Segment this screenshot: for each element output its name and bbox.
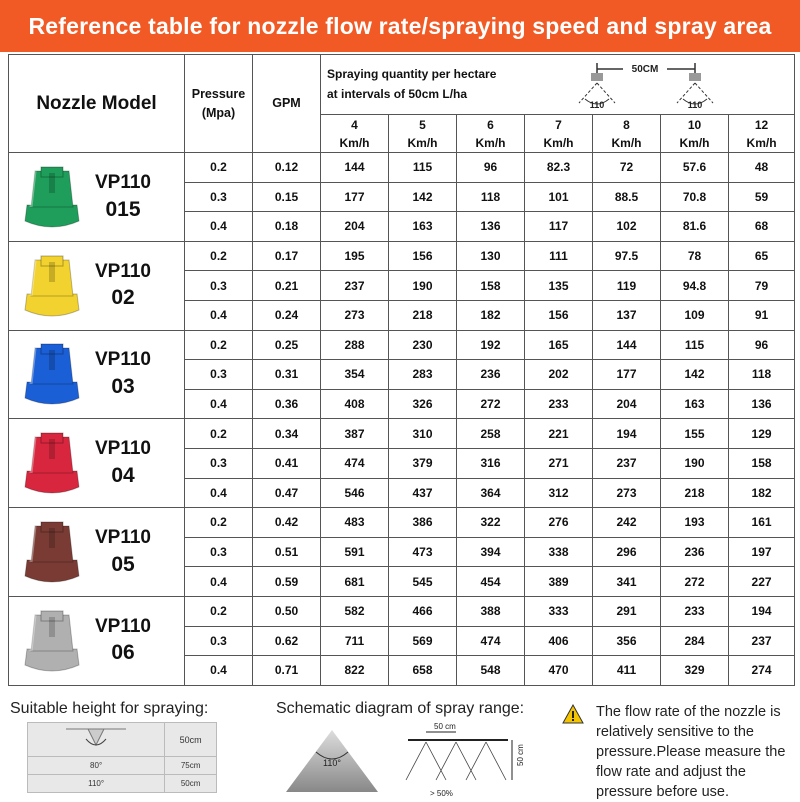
flow-cell: 163 bbox=[389, 212, 457, 242]
nozzle-size-label: 05 bbox=[111, 552, 135, 576]
flow-rate-table bbox=[8, 54, 795, 686]
gpm-cell: 0.50 bbox=[253, 596, 321, 626]
flow-cell: 329 bbox=[661, 656, 729, 686]
nozzle-cell-05 bbox=[9, 508, 185, 597]
flow-cell: 389 bbox=[525, 567, 593, 597]
flow-cell: 394 bbox=[457, 537, 525, 567]
svg-text:> 50%: > 50% bbox=[430, 789, 453, 798]
svg-text:110: 110 bbox=[589, 100, 605, 110]
height-label: Suitable height for spraying: bbox=[10, 700, 209, 717]
nozzle-size-label: 06 bbox=[111, 641, 135, 665]
flow-cell: 65 bbox=[729, 241, 795, 271]
flow-cell: 237 bbox=[321, 271, 389, 301]
flow-cell: 470 bbox=[525, 656, 593, 686]
table-row bbox=[9, 153, 795, 183]
flow-cell: 233 bbox=[525, 389, 593, 419]
flow-cell: 218 bbox=[389, 300, 457, 330]
flow-cell: 72 bbox=[593, 153, 661, 183]
flow-cell: 70.8 bbox=[661, 182, 729, 212]
flow-cell: 197 bbox=[729, 537, 795, 567]
flow-cell: 68 bbox=[729, 212, 795, 242]
flow-cell: 142 bbox=[661, 360, 729, 390]
flow-cell: 310 bbox=[389, 419, 457, 449]
page-title: Reference table for nozzle flow rate/spraying speed and spray area bbox=[0, 0, 800, 52]
pressure-cell: 0.4 bbox=[185, 212, 253, 242]
flow-cell: 288 bbox=[321, 330, 389, 360]
flow-cell: 822 bbox=[321, 656, 389, 686]
gpm-cell: 0.15 bbox=[253, 182, 321, 212]
flow-cell: 473 bbox=[389, 537, 457, 567]
flow-cell: 94.8 bbox=[661, 271, 729, 301]
gpm-cell: 0.71 bbox=[253, 656, 321, 686]
height-table bbox=[27, 722, 217, 793]
header-speed-8: 8 Km/h bbox=[593, 115, 661, 153]
spray-range-diagram bbox=[400, 720, 530, 800]
flow-cell: 101 bbox=[525, 182, 593, 212]
nozzle-model-label: VP110 bbox=[95, 527, 151, 549]
pressure-cell: 0.4 bbox=[185, 389, 253, 419]
flow-cell: 111 bbox=[525, 241, 593, 271]
height-header-cell: 50cm bbox=[165, 723, 217, 757]
flow-cell: 406 bbox=[525, 626, 593, 656]
pressure-cell: 0.2 bbox=[185, 596, 253, 626]
nozzle-model-label: VP110 bbox=[95, 615, 151, 637]
flow-cell: 548 bbox=[457, 656, 525, 686]
header-gpm: GPM bbox=[253, 55, 321, 153]
pressure-cell: 0.4 bbox=[185, 656, 253, 686]
nozzle-size-label: 03 bbox=[111, 375, 135, 399]
flow-cell: 379 bbox=[389, 448, 457, 478]
warning-icon bbox=[562, 704, 584, 724]
flow-cell: 386 bbox=[389, 508, 457, 538]
gpm-cell: 0.62 bbox=[253, 626, 321, 656]
header-nozzle-model: Nozzle Model bbox=[9, 55, 185, 153]
pressure-cell: 0.4 bbox=[185, 478, 253, 508]
flow-cell: 202 bbox=[525, 360, 593, 390]
flow-cell: 338 bbox=[525, 537, 593, 567]
flow-cell: 546 bbox=[321, 478, 389, 508]
flow-cell: 182 bbox=[729, 478, 795, 508]
nozzle-icon bbox=[21, 516, 83, 588]
flow-cell: 272 bbox=[457, 389, 525, 419]
nozzle-icon bbox=[21, 338, 83, 410]
flow-cell: 129 bbox=[729, 419, 795, 449]
svg-text:50 cm: 50 cm bbox=[516, 744, 525, 766]
pressure-cell: 0.2 bbox=[185, 419, 253, 449]
flow-cell: 273 bbox=[321, 300, 389, 330]
flow-cell: 88.5 bbox=[593, 182, 661, 212]
flow-cell: 242 bbox=[593, 508, 661, 538]
nozzle-size-label: 04 bbox=[111, 463, 135, 487]
flow-cell: 230 bbox=[389, 330, 457, 360]
nozzle-model-label: VP110 bbox=[95, 260, 151, 282]
flow-cell: 204 bbox=[321, 212, 389, 242]
table-row bbox=[9, 508, 795, 538]
table-row bbox=[9, 596, 795, 626]
pressure-cell: 0.2 bbox=[185, 330, 253, 360]
nozzle-cell-04 bbox=[9, 419, 185, 508]
flow-cell: 195 bbox=[321, 241, 389, 271]
flow-cell: 163 bbox=[661, 389, 729, 419]
height-value-75: 75cm bbox=[165, 757, 217, 775]
svg-text:110: 110 bbox=[687, 100, 703, 110]
flow-cell: 165 bbox=[525, 330, 593, 360]
pressure-cell: 0.3 bbox=[185, 182, 253, 212]
flow-cell: 79 bbox=[729, 271, 795, 301]
pressure-cell: 0.3 bbox=[185, 271, 253, 301]
warning-text: The flow rate of the nozzle is relatively sensitive to the pressure.Please measure the flow rate and adjust the pressure before use. bbox=[596, 704, 786, 800]
flow-cell: 158 bbox=[457, 271, 525, 301]
flow-cell: 182 bbox=[457, 300, 525, 330]
flow-cell: 283 bbox=[389, 360, 457, 390]
header-pressure: Pressure (Mpa) bbox=[185, 55, 253, 153]
gpm-cell: 0.24 bbox=[253, 300, 321, 330]
flow-cell: 48 bbox=[729, 153, 795, 183]
flow-cell: 569 bbox=[389, 626, 457, 656]
flow-cell: 411 bbox=[593, 656, 661, 686]
gpm-cell: 0.21 bbox=[253, 271, 321, 301]
flow-cell: 161 bbox=[729, 508, 795, 538]
flow-cell: 137 bbox=[593, 300, 661, 330]
table-row bbox=[9, 419, 795, 449]
gpm-cell: 0.36 bbox=[253, 389, 321, 419]
svg-text:110°: 110° bbox=[323, 758, 341, 768]
flow-cell: 156 bbox=[525, 300, 593, 330]
flow-cell: 177 bbox=[321, 182, 389, 212]
flow-cell: 258 bbox=[457, 419, 525, 449]
height-angle-110: 110° bbox=[28, 775, 165, 793]
flow-cell: 115 bbox=[389, 153, 457, 183]
flow-cell: 322 bbox=[457, 508, 525, 538]
header-speed-12: 12 Km/h bbox=[729, 115, 795, 153]
nozzle-icon bbox=[21, 250, 83, 322]
flow-cell: 78 bbox=[661, 241, 729, 271]
flow-cell: 233 bbox=[661, 596, 729, 626]
gpm-cell: 0.18 bbox=[253, 212, 321, 242]
pressure-cell: 0.3 bbox=[185, 537, 253, 567]
header-speed-6: 6 Km/h bbox=[457, 115, 525, 153]
nozzle-cell-06 bbox=[9, 596, 185, 685]
flow-cell: 190 bbox=[661, 448, 729, 478]
flow-cell: 276 bbox=[525, 508, 593, 538]
gpm-cell: 0.34 bbox=[253, 419, 321, 449]
flow-cell: 155 bbox=[661, 419, 729, 449]
flow-cell: 591 bbox=[321, 537, 389, 567]
flow-cell: 341 bbox=[593, 567, 661, 597]
nozzle-model-label: VP110 bbox=[95, 171, 151, 193]
svg-text:50 cm: 50 cm bbox=[434, 722, 456, 731]
flow-cell: 364 bbox=[457, 478, 525, 508]
flow-cell: 144 bbox=[593, 330, 661, 360]
flow-cell: 144 bbox=[321, 153, 389, 183]
flow-cell: 354 bbox=[321, 360, 389, 390]
table-row bbox=[9, 241, 795, 271]
nozzle-model-label: VP110 bbox=[95, 438, 151, 460]
flow-cell: 115 bbox=[661, 330, 729, 360]
flow-cell: 102 bbox=[593, 212, 661, 242]
svg-text:50CM: 50CM bbox=[631, 64, 659, 75]
pressure-cell: 0.2 bbox=[185, 153, 253, 183]
flow-cell: 274 bbox=[729, 656, 795, 686]
flow-cell: 296 bbox=[593, 537, 661, 567]
flow-cell: 387 bbox=[321, 419, 389, 449]
flow-cell: 97.5 bbox=[593, 241, 661, 271]
header-speed-5: 5 Km/h bbox=[389, 115, 457, 153]
flow-cell: 711 bbox=[321, 626, 389, 656]
pressure-cell: 0.3 bbox=[185, 360, 253, 390]
nozzle-cell-015 bbox=[9, 153, 185, 242]
schematic-label: Schematic diagram of spray range: bbox=[276, 700, 525, 717]
gpm-cell: 0.41 bbox=[253, 448, 321, 478]
flow-cell: 333 bbox=[525, 596, 593, 626]
height-icon-cell bbox=[28, 723, 165, 757]
flow-cell: 466 bbox=[389, 596, 457, 626]
nozzle-model-label: VP110 bbox=[95, 349, 151, 371]
flow-cell: 545 bbox=[389, 567, 457, 597]
flow-cell: 316 bbox=[457, 448, 525, 478]
flow-cell: 218 bbox=[661, 478, 729, 508]
flow-cell: 91 bbox=[729, 300, 795, 330]
flow-cell: 118 bbox=[457, 182, 525, 212]
table-row bbox=[9, 330, 795, 360]
nozzle-cell-03 bbox=[9, 330, 185, 419]
flow-cell: 135 bbox=[525, 271, 593, 301]
flow-cell: 237 bbox=[593, 448, 661, 478]
flow-cell: 117 bbox=[525, 212, 593, 242]
height-angle-80: 80° bbox=[28, 757, 165, 775]
flow-cell: 118 bbox=[729, 360, 795, 390]
spray-cone-diagram bbox=[282, 726, 382, 798]
flow-cell: 454 bbox=[457, 567, 525, 597]
flow-cell: 273 bbox=[593, 478, 661, 508]
flow-cell: 658 bbox=[389, 656, 457, 686]
flow-cell: 194 bbox=[729, 596, 795, 626]
flow-cell: 136 bbox=[729, 389, 795, 419]
flow-cell: 130 bbox=[457, 241, 525, 271]
flow-cell: 142 bbox=[389, 182, 457, 212]
bottom-info-section bbox=[0, 692, 800, 800]
gpm-cell: 0.47 bbox=[253, 478, 321, 508]
flow-cell: 194 bbox=[593, 419, 661, 449]
flow-cell: 408 bbox=[321, 389, 389, 419]
flow-cell: 221 bbox=[525, 419, 593, 449]
nozzle-icon bbox=[21, 161, 83, 233]
gpm-cell: 0.31 bbox=[253, 360, 321, 390]
nozzle-size-label: 02 bbox=[111, 286, 135, 310]
gpm-cell: 0.51 bbox=[253, 537, 321, 567]
flow-cell: 192 bbox=[457, 330, 525, 360]
flow-cell: 227 bbox=[729, 567, 795, 597]
flow-cell: 82.3 bbox=[525, 153, 593, 183]
flow-cell: 356 bbox=[593, 626, 661, 656]
nozzle-size-label: 015 bbox=[105, 197, 141, 221]
nozzle-spacing-diagram bbox=[571, 59, 731, 111]
flow-cell: 474 bbox=[321, 448, 389, 478]
flow-cell: 437 bbox=[389, 478, 457, 508]
pressure-cell: 0.2 bbox=[185, 508, 253, 538]
pressure-cell: 0.2 bbox=[185, 241, 253, 271]
flow-cell: 177 bbox=[593, 360, 661, 390]
flow-cell: 237 bbox=[729, 626, 795, 656]
nozzle-icon bbox=[21, 605, 83, 677]
flow-cell: 193 bbox=[661, 508, 729, 538]
pressure-cell: 0.4 bbox=[185, 300, 253, 330]
header-spray-quantity: Spraying quantity per hectare at intervals of 50cm L/ha 50CM 110 110 bbox=[321, 55, 795, 115]
gpm-cell: 0.17 bbox=[253, 241, 321, 271]
flow-cell: 388 bbox=[457, 596, 525, 626]
flow-cell: 119 bbox=[593, 271, 661, 301]
nozzle-cell-02 bbox=[9, 241, 185, 330]
header-speed-10: 10 Km/h bbox=[661, 115, 729, 153]
flow-cell: 81.6 bbox=[661, 212, 729, 242]
flow-cell: 156 bbox=[389, 241, 457, 271]
flow-cell: 291 bbox=[593, 596, 661, 626]
flow-cell: 190 bbox=[389, 271, 457, 301]
height-value-50: 50cm bbox=[165, 775, 217, 793]
flow-cell: 474 bbox=[457, 626, 525, 656]
nozzle-icon bbox=[21, 427, 83, 499]
flow-cell: 158 bbox=[729, 448, 795, 478]
gpm-cell: 0.42 bbox=[253, 508, 321, 538]
gpm-cell: 0.25 bbox=[253, 330, 321, 360]
gpm-cell: 0.59 bbox=[253, 567, 321, 597]
pressure-cell: 0.4 bbox=[185, 567, 253, 597]
angle-icon bbox=[66, 725, 126, 753]
flow-cell: 272 bbox=[661, 567, 729, 597]
flow-cell: 96 bbox=[457, 153, 525, 183]
flow-cell: 59 bbox=[729, 182, 795, 212]
flow-cell: 284 bbox=[661, 626, 729, 656]
header-speed-7: 7 Km/h bbox=[525, 115, 593, 153]
gpm-cell: 0.12 bbox=[253, 153, 321, 183]
flow-cell: 109 bbox=[661, 300, 729, 330]
header-speed-4: 4 Km/h bbox=[321, 115, 389, 153]
flow-cell: 312 bbox=[525, 478, 593, 508]
flow-cell: 204 bbox=[593, 389, 661, 419]
flow-cell: 326 bbox=[389, 389, 457, 419]
flow-cell: 96 bbox=[729, 330, 795, 360]
flow-cell: 136 bbox=[457, 212, 525, 242]
flow-cell: 236 bbox=[661, 537, 729, 567]
flow-cell: 681 bbox=[321, 567, 389, 597]
flow-cell: 271 bbox=[525, 448, 593, 478]
pressure-cell: 0.3 bbox=[185, 448, 253, 478]
pressure-cell: 0.3 bbox=[185, 626, 253, 656]
flow-cell: 236 bbox=[457, 360, 525, 390]
flow-cell: 483 bbox=[321, 508, 389, 538]
flow-cell: 582 bbox=[321, 596, 389, 626]
flow-cell: 57.6 bbox=[661, 153, 729, 183]
